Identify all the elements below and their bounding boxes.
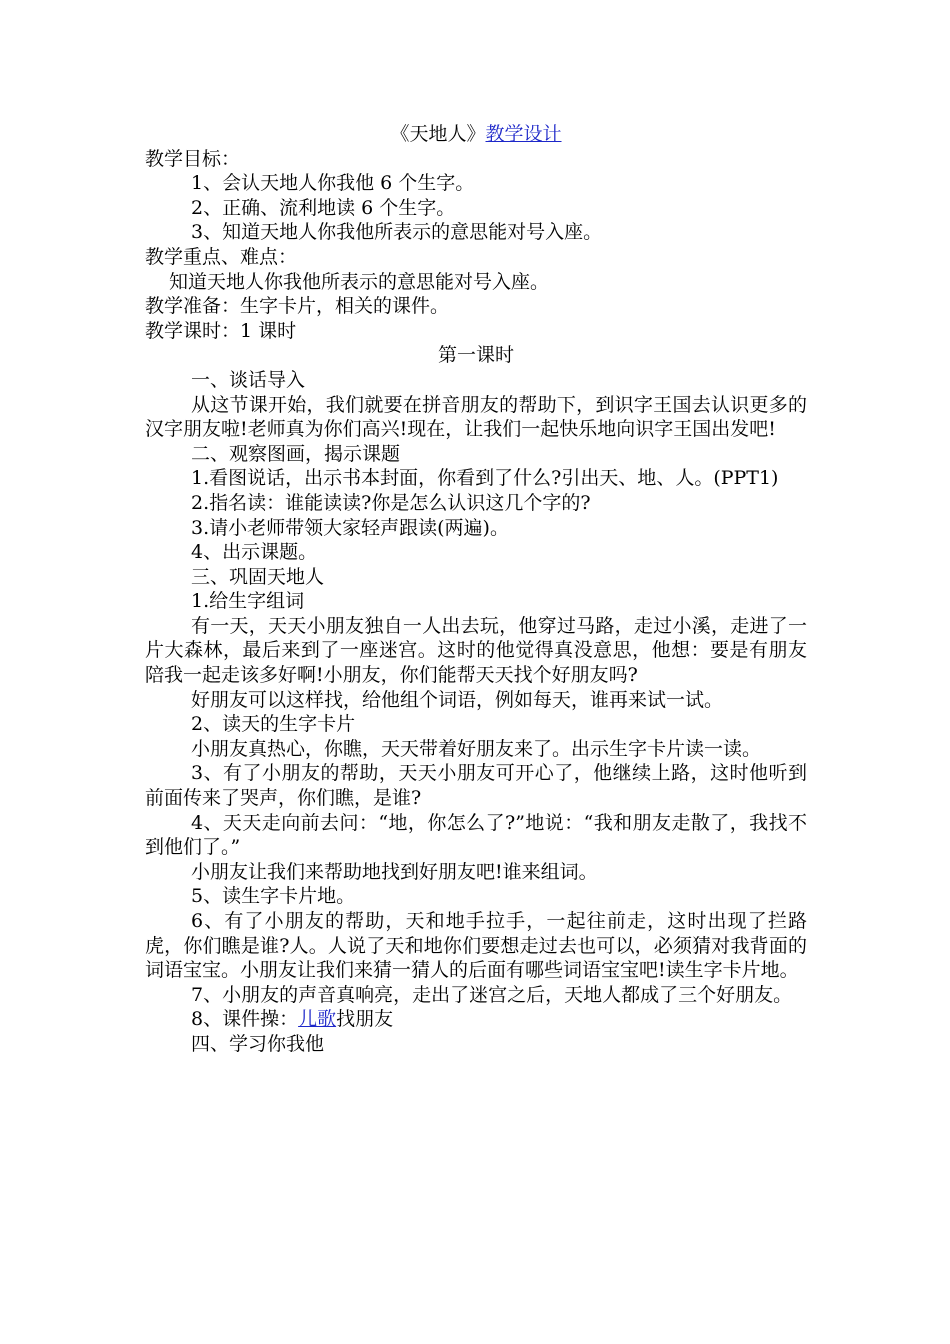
objectives-heading: 教学目标： xyxy=(145,147,241,170)
section3-paragraph-8: 6、有了小朋友的帮助，天和地手拉手，一起往前走，这时出现了拦路虎，你们瞧是谁?人。人说了天和地你们要想走过去也可以，必须猜对我背面的词语宝宝。小朋友让我们来猜一猜人的后面有哪些词语宝宝吧!读生字卡片地。 xyxy=(145,910,807,982)
title-link[interactable]: 教学设计 xyxy=(485,123,562,145)
section3-paragraph-2: 好朋友可以这样找，给他组个词语，例如每天，谁再来试一试。 xyxy=(191,688,724,711)
courseware-suffix: 找朋友 xyxy=(336,1008,394,1031)
courseware-label: 8、课件操： xyxy=(191,1008,299,1031)
section3-paragraph-3: 小朋友真热心，你瞧，天天带着好朋友来了。出示生字卡片读一读。 xyxy=(191,737,762,760)
section2-paragraph-3: 3.请小老师带领大家轻声跟读(两遍)。 xyxy=(191,516,509,539)
section2-paragraph-1: 1.看图说话，出示书本封面，你看到了什么?引出天、地、人。(PPT1) xyxy=(191,467,779,490)
lesson-title: 第一课时 xyxy=(437,344,514,367)
section3-paragraph-4: 3、有了小朋友的帮助，天天小朋友可开心了，他继续上路，这时他听到前面传来了哭声，你们瞧，是谁? xyxy=(145,762,807,810)
section3-paragraph-7: 5、读生字卡片地。 xyxy=(191,885,356,908)
section1-heading: 一、谈话导入 xyxy=(191,368,306,391)
objective-item-2: 2、正确、流利地读 6 个生字。 xyxy=(191,196,456,219)
section3-subheading-1: 1.给生字组词 xyxy=(191,590,305,613)
objective-item-1: 1、会认天地人你我他 6 个生字。 xyxy=(191,172,475,195)
document-page xyxy=(145,122,807,1057)
section1-paragraph: 从这节课开始，我们就要在拼音朋友的帮助下，到识字王国去认识更多的汉字朋友啦!老师真为你们高兴!现在，让我们一起快乐地向识字王国出发吧! xyxy=(145,393,807,441)
document-title xyxy=(145,122,807,147)
preparation-text: 教学准备：生字卡片，相关的课件。 xyxy=(145,295,450,318)
section3-heading: 三、巩固天地人 xyxy=(191,565,325,588)
section2-paragraph-4: 4、出示课题。 xyxy=(191,541,318,564)
title-prefix: 《天地人》 xyxy=(390,123,486,145)
section2-paragraph-2: 2.指名读：谁能读读?你是怎么认识这几个字的? xyxy=(191,491,591,514)
section3-paragraph-1: 有一天，天天小朋友独自一人出去玩，他穿过马路，走过小溪，走进了一片大森林，最后来到了一座迷宫。这时的他觉得真没意思，他想：要是有朋友陪我一起走该多好啊!小朋友，你们能帮天天找个好朋友吗? xyxy=(145,614,807,687)
section4-heading: 四、学习你我他 xyxy=(191,1032,325,1055)
section3-paragraph-6: 小朋友让我们来帮助地找到好朋友吧!谁来组词。 xyxy=(191,860,598,883)
section3-subheading-2: 2、读天的生字卡片 xyxy=(191,713,356,736)
nursery-rhyme-link[interactable]: 儿歌 xyxy=(298,1008,337,1031)
objective-item-3: 3、知道天地人你我他所表示的意思能对号入座。 xyxy=(191,221,603,244)
section2-heading: 二、观察图画，揭示课题 xyxy=(191,442,401,465)
section3-paragraph-5: 4、天天走向前去问：“地，你怎么了?”地说：“我和朋友走散了，我找不到他们了。” xyxy=(145,811,807,859)
key-points-heading: 教学重点、难点： xyxy=(145,245,298,268)
section3-paragraph-10 xyxy=(145,1007,807,1032)
key-points-text: 知道天地人你我他所表示的意思能对号入座。 xyxy=(169,270,550,293)
section3-paragraph-9: 7、小朋友的声音真响亮，走出了迷宫之后，天地人都成了三个好朋友。 xyxy=(191,983,793,1006)
hours-text: 教学课时：1 课时 xyxy=(145,319,297,342)
